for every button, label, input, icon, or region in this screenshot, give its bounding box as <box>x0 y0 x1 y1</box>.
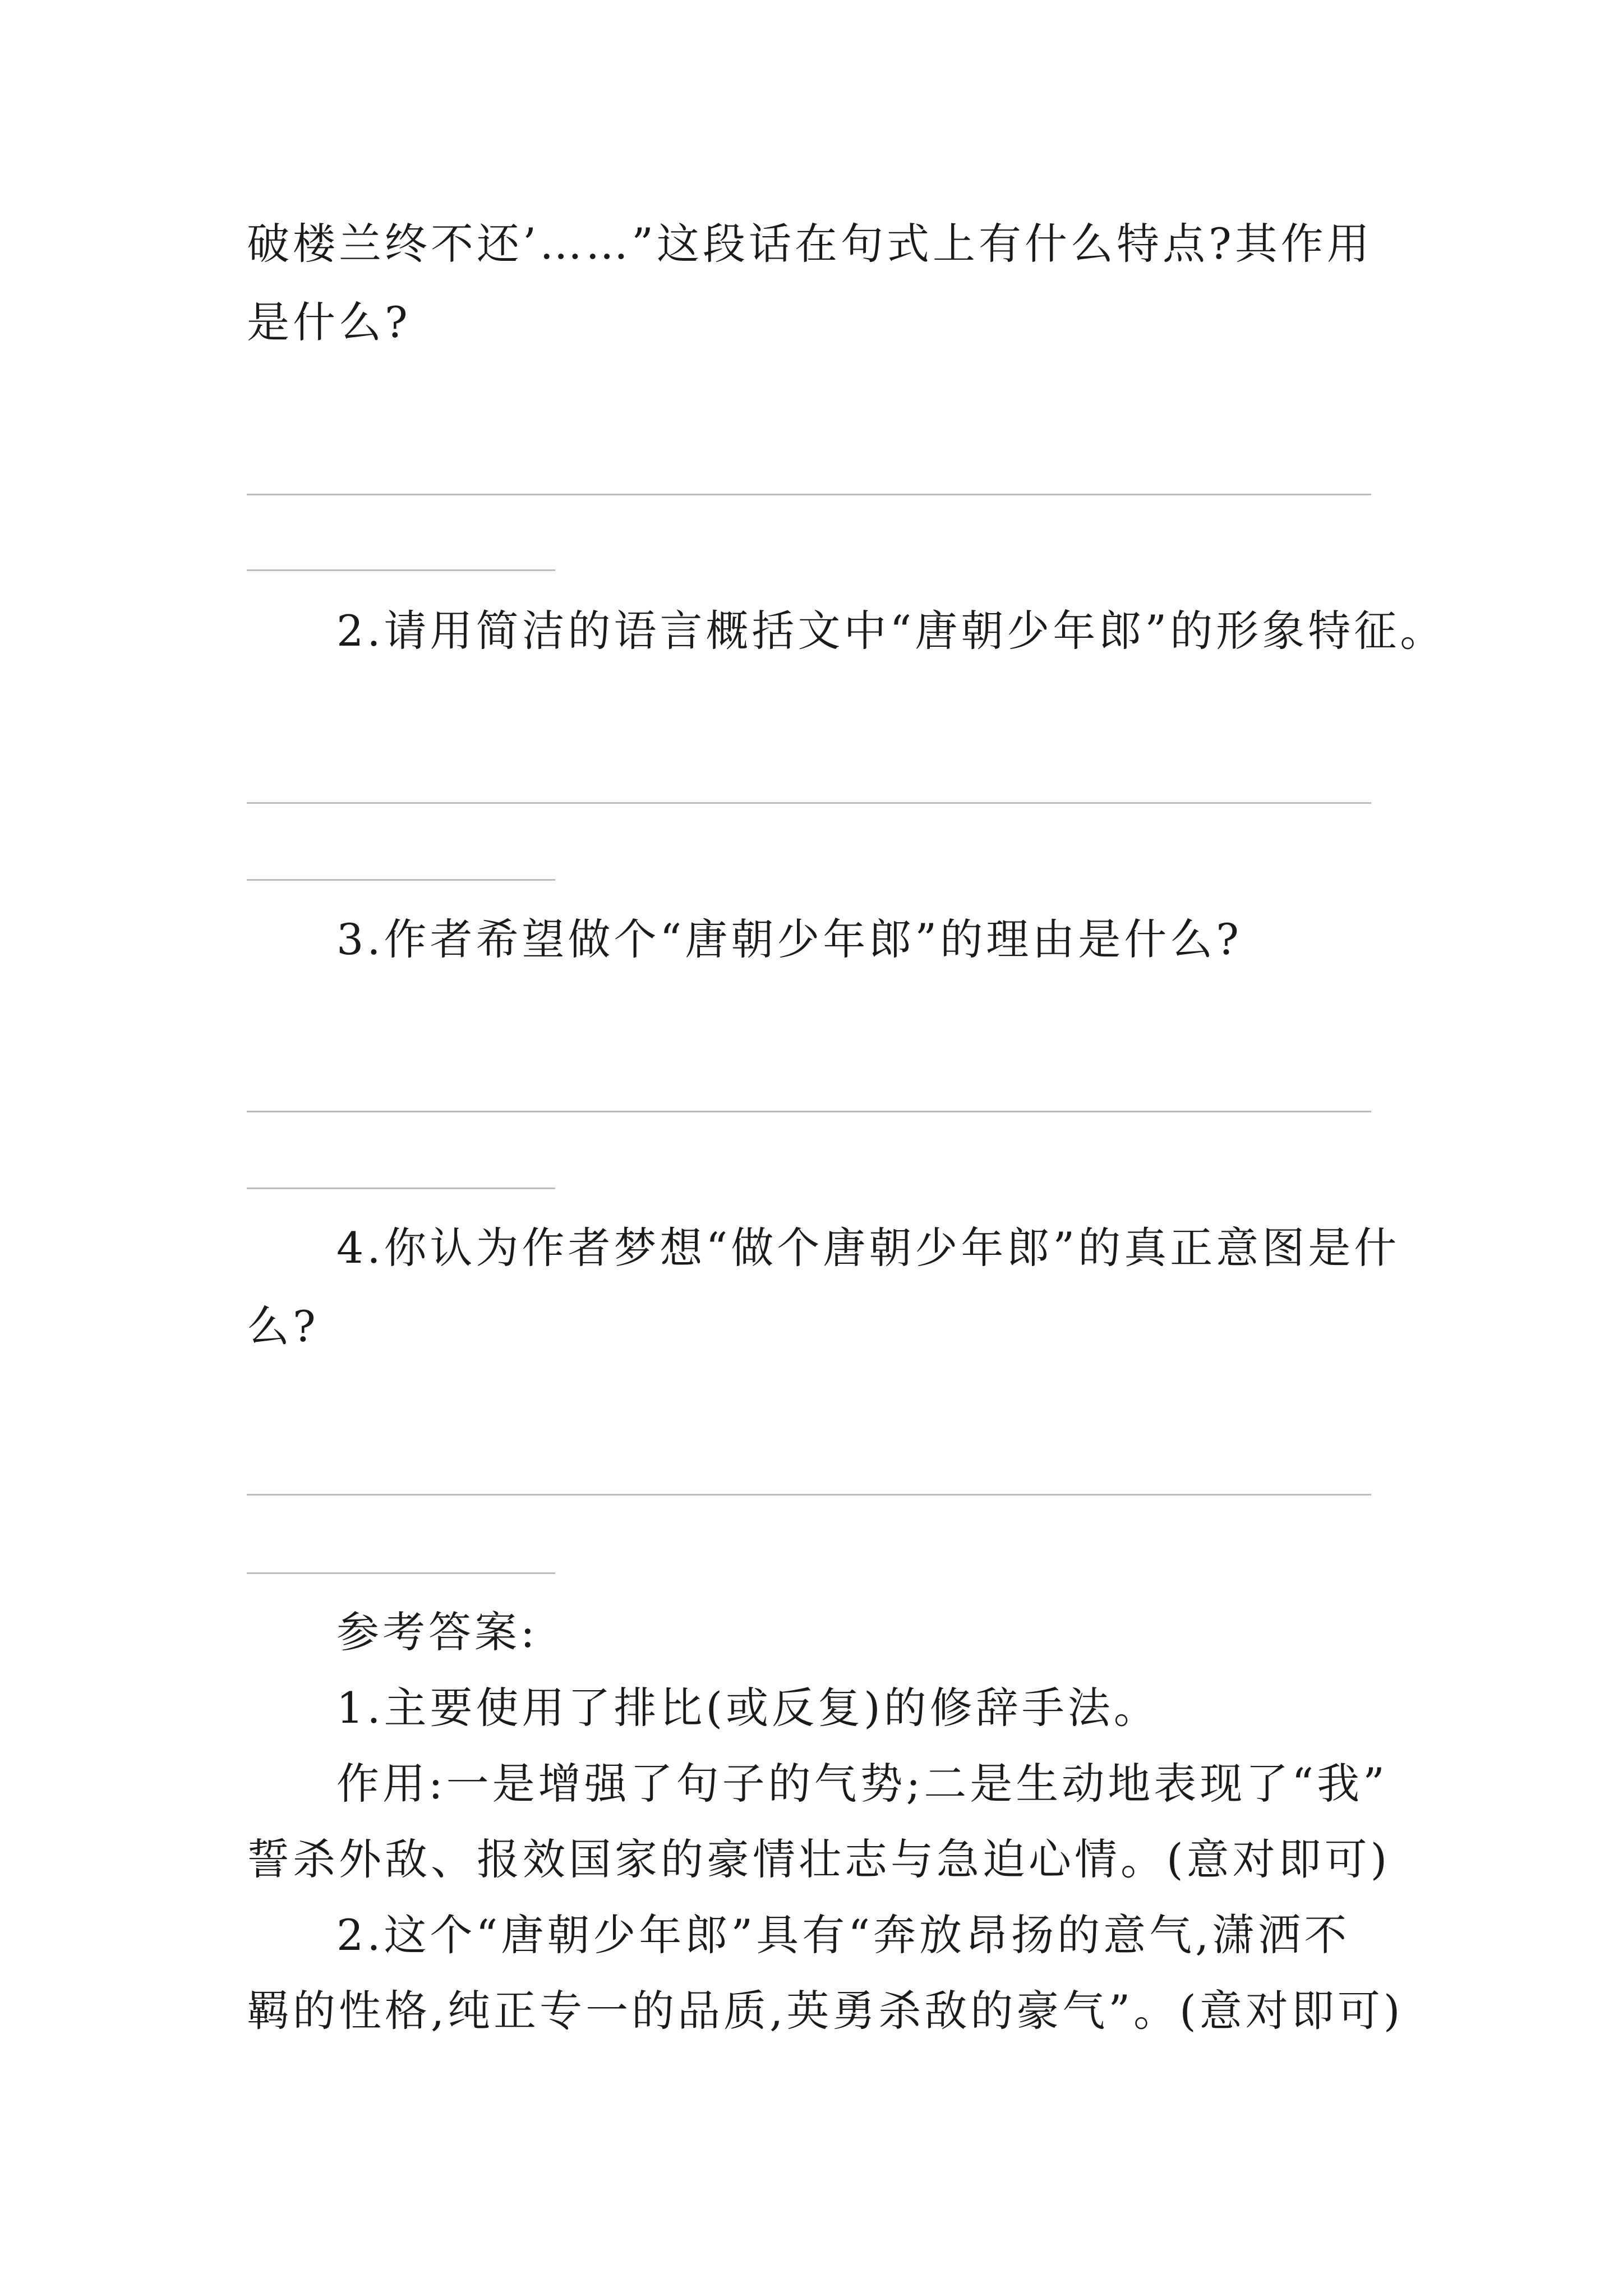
answer-line-q1-short <box>247 569 555 571</box>
answer-line-q4-short <box>247 1572 555 1574</box>
question2-text: 2.请用简洁的语言概括文中“唐朝少年郎”的形象特征。 <box>336 606 1446 656</box>
question4-line1: 4.你认为作者梦想“做个唐朝少年郎”的真正意图是什 <box>336 1223 1400 1273</box>
answers-heading: 参考答案: <box>336 1607 538 1657</box>
answer-line-q4-long <box>247 1494 1371 1496</box>
answer-line-q3-long <box>247 1111 1371 1112</box>
answer1-effect-line2: 誓杀外敌、报效国家的豪情壮志与急迫心情。(意对即可) <box>247 1834 1391 1884</box>
answer1-effect-line1: 作用:一是增强了句子的气势;二是生动地表现了“我” <box>336 1759 1388 1809</box>
answer2-line1: 2.这个“唐朝少年郎”具有“奔放昂扬的意气,潇洒不 <box>336 1910 1350 1960</box>
answer1-text: 1.主要使用了排比(或反复)的修辞手法。 <box>336 1683 1160 1733</box>
answer-line-q3-short <box>247 1188 555 1189</box>
answer-line-q2-short <box>247 879 555 881</box>
answer-line-q1-long <box>247 494 1371 495</box>
question1-line2: 是什么? <box>247 297 411 347</box>
answer2-line2: 羁的性格,纯正专一的品质,英勇杀敌的豪气”。(意对即可) <box>247 1986 1404 2036</box>
question1-line1: 破楼兰终不还’……”这段话在句式上有什么特点?其作用 <box>247 219 1373 269</box>
answer-line-q2-long <box>247 802 1371 804</box>
question3-text: 3.作者希望做个“唐朝少年郎”的理由是什么? <box>336 914 1242 964</box>
question4-line2: 么? <box>247 1301 319 1351</box>
